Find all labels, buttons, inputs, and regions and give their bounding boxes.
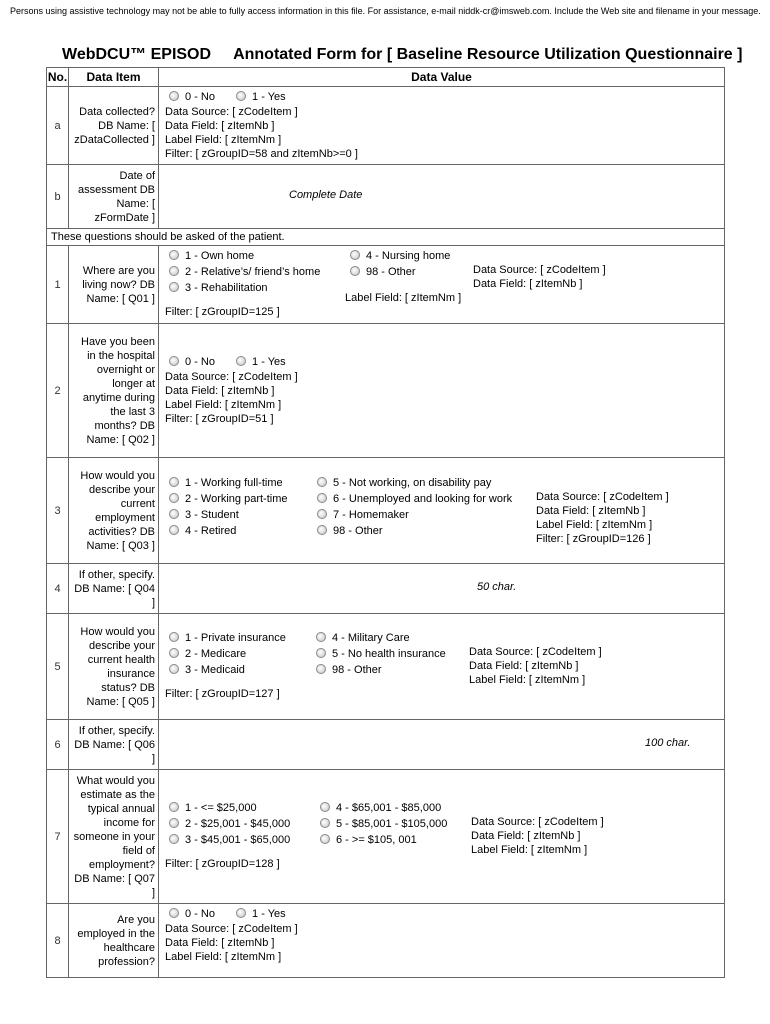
filter-text: Filter: [ zGroupID=58 and zItemNb>=0 ] bbox=[165, 148, 358, 160]
text-field-placeholder: 50 char. bbox=[477, 581, 517, 593]
radio-option[interactable]: 6 - Unemployed and looking for work bbox=[317, 493, 512, 505]
data-value-cell bbox=[159, 614, 725, 720]
data-value-cell bbox=[159, 458, 725, 564]
radio-button-icon bbox=[169, 509, 179, 519]
data-value-cell bbox=[159, 246, 725, 324]
data-item-label: What would you estimate as the typical annual income for someone in your field of employment? DB Name: [ Q07 ] bbox=[69, 770, 159, 904]
radio-option[interactable]: 6 - >= $105, 001 bbox=[320, 834, 417, 846]
radio-option[interactable]: 2 - Relative’s/ friend’s home bbox=[169, 266, 320, 278]
table-row bbox=[47, 165, 725, 229]
date-field-placeholder: Complete Date bbox=[289, 189, 363, 201]
data-source: Data Source: [ zCodeItem ] bbox=[165, 106, 298, 118]
radio-button-icon bbox=[169, 266, 179, 276]
label-field: Label Field: [ zItemNm ] bbox=[165, 399, 282, 411]
filter-text: Filter: [ zGroupID=125 ] bbox=[165, 306, 280, 318]
radio-button-icon bbox=[236, 908, 246, 918]
radio-option[interactable]: 4 - Military Care bbox=[316, 632, 410, 644]
table-row bbox=[47, 324, 725, 458]
radio-option[interactable]: 1 - Own home bbox=[169, 250, 254, 262]
data-item-label: Are you employed in the healthcare profession? bbox=[69, 904, 159, 978]
data-field: Data Field: [ zItemNb ] bbox=[536, 505, 646, 517]
radio-button-icon bbox=[320, 834, 330, 844]
data-value-cell bbox=[159, 324, 725, 458]
data-source: Data Source: [ zCodeItem ] bbox=[471, 816, 604, 828]
radio-button-icon bbox=[317, 493, 327, 503]
data-value-cell bbox=[159, 904, 725, 978]
row-number: a bbox=[47, 87, 69, 165]
radio-button-icon bbox=[316, 632, 326, 642]
table-row bbox=[47, 564, 725, 614]
radio-button-icon bbox=[169, 91, 179, 101]
radio-option[interactable]: 5 - Not working, on disability pay bbox=[317, 477, 491, 489]
radio-button-icon bbox=[236, 356, 246, 366]
radio-option[interactable]: 0 - No bbox=[169, 908, 215, 920]
radio-option[interactable]: 5 - $85,001 - $105,000 bbox=[320, 818, 447, 830]
data-source: Data Source: [ zCodeItem ] bbox=[165, 923, 298, 935]
data-field: Data Field: [ zItemNb ] bbox=[165, 120, 275, 132]
data-field: Data Field: [ zItemNb ] bbox=[471, 830, 581, 842]
label-field: Label Field: [ zItemNm ] bbox=[469, 674, 586, 686]
instruction-row bbox=[47, 229, 725, 246]
radio-button-icon bbox=[350, 250, 360, 260]
table-row bbox=[47, 720, 725, 770]
radio-option[interactable]: 1 - Yes bbox=[236, 91, 286, 103]
table-row bbox=[47, 87, 725, 165]
filter-text: Filter: [ zGroupID=127 ] bbox=[165, 688, 280, 700]
form-title-app: WebDCU™ EPISOD bbox=[62, 46, 212, 63]
data-item-label: How would you describe your current health insurance status? DB Name: [ Q05 ] bbox=[69, 614, 159, 720]
radio-option[interactable]: 1 - Yes bbox=[236, 356, 286, 368]
data-source: Data Source: [ zCodeItem ] bbox=[473, 264, 606, 276]
radio-option[interactable]: 4 - $65,001 - $85,000 bbox=[320, 802, 441, 814]
row-number: 4 bbox=[47, 564, 69, 614]
filter-text: Filter: [ zGroupID=128 ] bbox=[165, 858, 280, 870]
radio-button-icon bbox=[236, 91, 246, 101]
radio-button-icon bbox=[169, 356, 179, 366]
filter-text: Filter: [ zGroupID=126 ] bbox=[536, 533, 651, 545]
radio-button-icon bbox=[317, 509, 327, 519]
annotated-form-table bbox=[46, 67, 725, 978]
data-value-cell[interactable] bbox=[159, 564, 725, 614]
row-number: 2 bbox=[47, 324, 69, 458]
data-value-cell bbox=[159, 87, 725, 165]
row-number: 5 bbox=[47, 614, 69, 720]
radio-button-icon bbox=[169, 834, 179, 844]
radio-option[interactable]: 98 - Other bbox=[317, 525, 383, 537]
radio-button-icon bbox=[169, 664, 179, 674]
table-row bbox=[47, 770, 725, 904]
radio-option[interactable]: 5 - No health insurance bbox=[316, 648, 446, 660]
radio-button-icon bbox=[169, 493, 179, 503]
radio-button-icon bbox=[320, 802, 330, 812]
data-value-cell[interactable] bbox=[159, 165, 725, 229]
label-field: Label Field: [ zItemNm ] bbox=[536, 519, 653, 531]
data-source: Data Source: [ zCodeItem ] bbox=[165, 371, 298, 383]
data-item-label: How would you describe your current employment activities? DB Name: [ Q03 ] bbox=[69, 458, 159, 564]
radio-option[interactable]: 3 - Rehabilitation bbox=[169, 282, 268, 294]
header-data-item: Data Item bbox=[69, 68, 159, 87]
table-row bbox=[47, 614, 725, 720]
radio-option[interactable]: 3 - $45,001 - $65,000 bbox=[169, 834, 290, 846]
data-value-cell[interactable] bbox=[159, 720, 725, 770]
data-item-label: If other, specify. DB Name: [ Q06 ] bbox=[69, 720, 159, 770]
radio-option[interactable]: 98 - Other bbox=[350, 266, 416, 278]
filter-text: Filter: [ zGroupID=51 ] bbox=[165, 413, 274, 425]
data-item-label: Date of assessment DB Name: [ zFormDate ] bbox=[69, 165, 159, 229]
data-value-cell bbox=[159, 770, 725, 904]
label-field: Label Field: [ zItemNm ] bbox=[165, 951, 282, 963]
radio-option[interactable]: 1 - Private insurance bbox=[169, 632, 286, 644]
radio-button-icon bbox=[169, 477, 179, 487]
row-number: 8 bbox=[47, 904, 69, 978]
radio-button-icon bbox=[169, 632, 179, 642]
data-item-label: Have you been in the hospital overnight or longer at anytime during the last 3 months? DB Name: [ Q02 ] bbox=[69, 324, 159, 458]
data-source: Data Source: [ zCodeItem ] bbox=[536, 491, 669, 503]
instruction-text: These questions should be asked of the patient. bbox=[47, 229, 725, 246]
radio-option[interactable]: 2 - Medicare bbox=[169, 648, 246, 660]
radio-button-icon bbox=[316, 664, 326, 674]
radio-option[interactable]: 3 - Medicaid bbox=[169, 664, 245, 676]
row-number: 6 bbox=[47, 720, 69, 770]
header-row bbox=[47, 68, 725, 87]
data-item-label: Where are you living now? DB Name: [ Q01 ] bbox=[69, 246, 159, 324]
text-field-placeholder: 100 char. bbox=[645, 737, 691, 749]
table-row bbox=[47, 458, 725, 564]
radio-option[interactable]: 1 - Working full-time bbox=[169, 477, 283, 489]
radio-option[interactable]: 2 - $25,001 - $45,000 bbox=[169, 818, 290, 830]
radio-option[interactable]: 1 - Yes bbox=[236, 908, 286, 920]
data-item-label: Data collected? DB Name: [ zDataCollected ] bbox=[69, 87, 159, 165]
radio-option[interactable]: 7 - Homemaker bbox=[317, 509, 409, 521]
radio-button-icon bbox=[317, 525, 327, 535]
label-field: Label Field: [ zItemNm ] bbox=[165, 134, 282, 146]
data-item-label: If other, specify. DB Name: [ Q04 ] bbox=[69, 564, 159, 614]
radio-button-icon bbox=[320, 818, 330, 828]
radio-button-icon bbox=[169, 282, 179, 292]
radio-option[interactable]: 1 - <= $25,000 bbox=[169, 802, 257, 814]
radio-option[interactable]: 2 - Working part-time bbox=[169, 493, 288, 505]
radio-button-icon bbox=[317, 477, 327, 487]
radio-button-icon bbox=[169, 802, 179, 812]
data-field: Data Field: [ zItemNb ] bbox=[469, 660, 579, 672]
radio-button-icon bbox=[316, 648, 326, 658]
form-title bbox=[62, 46, 742, 64]
accessibility-notice: Persons using assistive technology may not be able to fully access information in this file. For assistance, e-mail niddk-cr@imsweb.com. Include the Web site and filename in your message. bbox=[10, 6, 761, 16]
radio-option[interactable]: 0 - No bbox=[169, 356, 215, 368]
table-row bbox=[47, 246, 725, 324]
radio-button-icon bbox=[169, 908, 179, 918]
data-field: Data Field: [ zItemNb ] bbox=[165, 937, 275, 949]
row-number: 1 bbox=[47, 246, 69, 324]
radio-button-icon bbox=[169, 648, 179, 658]
header-no: No. bbox=[47, 68, 69, 87]
row-number: 3 bbox=[47, 458, 69, 564]
radio-button-icon bbox=[169, 250, 179, 260]
radio-button-icon bbox=[169, 525, 179, 535]
row-number: 7 bbox=[47, 770, 69, 904]
row-number: b bbox=[47, 165, 69, 229]
data-field: Data Field: [ zItemNb ] bbox=[473, 278, 583, 290]
table-row bbox=[47, 904, 725, 978]
radio-option[interactable]: 98 - Other bbox=[316, 664, 382, 676]
data-field: Data Field: [ zItemNb ] bbox=[165, 385, 275, 397]
radio-option[interactable]: 0 - No bbox=[169, 91, 215, 103]
radio-option[interactable]: 3 - Student bbox=[169, 509, 239, 521]
form-title-name: Annotated Form for [ Baseline Resource Utilization Questionnaire ] bbox=[233, 46, 743, 63]
radio-option[interactable]: 4 - Retired bbox=[169, 525, 236, 537]
radio-option[interactable]: 4 - Nursing home bbox=[350, 250, 450, 262]
data-source: Data Source: [ zCodeItem ] bbox=[469, 646, 602, 658]
radio-button-icon bbox=[169, 818, 179, 828]
label-field: Label Field: [ zItemNm ] bbox=[345, 292, 462, 304]
header-data-value: Data Value bbox=[159, 68, 725, 87]
radio-button-icon bbox=[350, 266, 360, 276]
label-field: Label Field: [ zItemNm ] bbox=[471, 844, 588, 856]
